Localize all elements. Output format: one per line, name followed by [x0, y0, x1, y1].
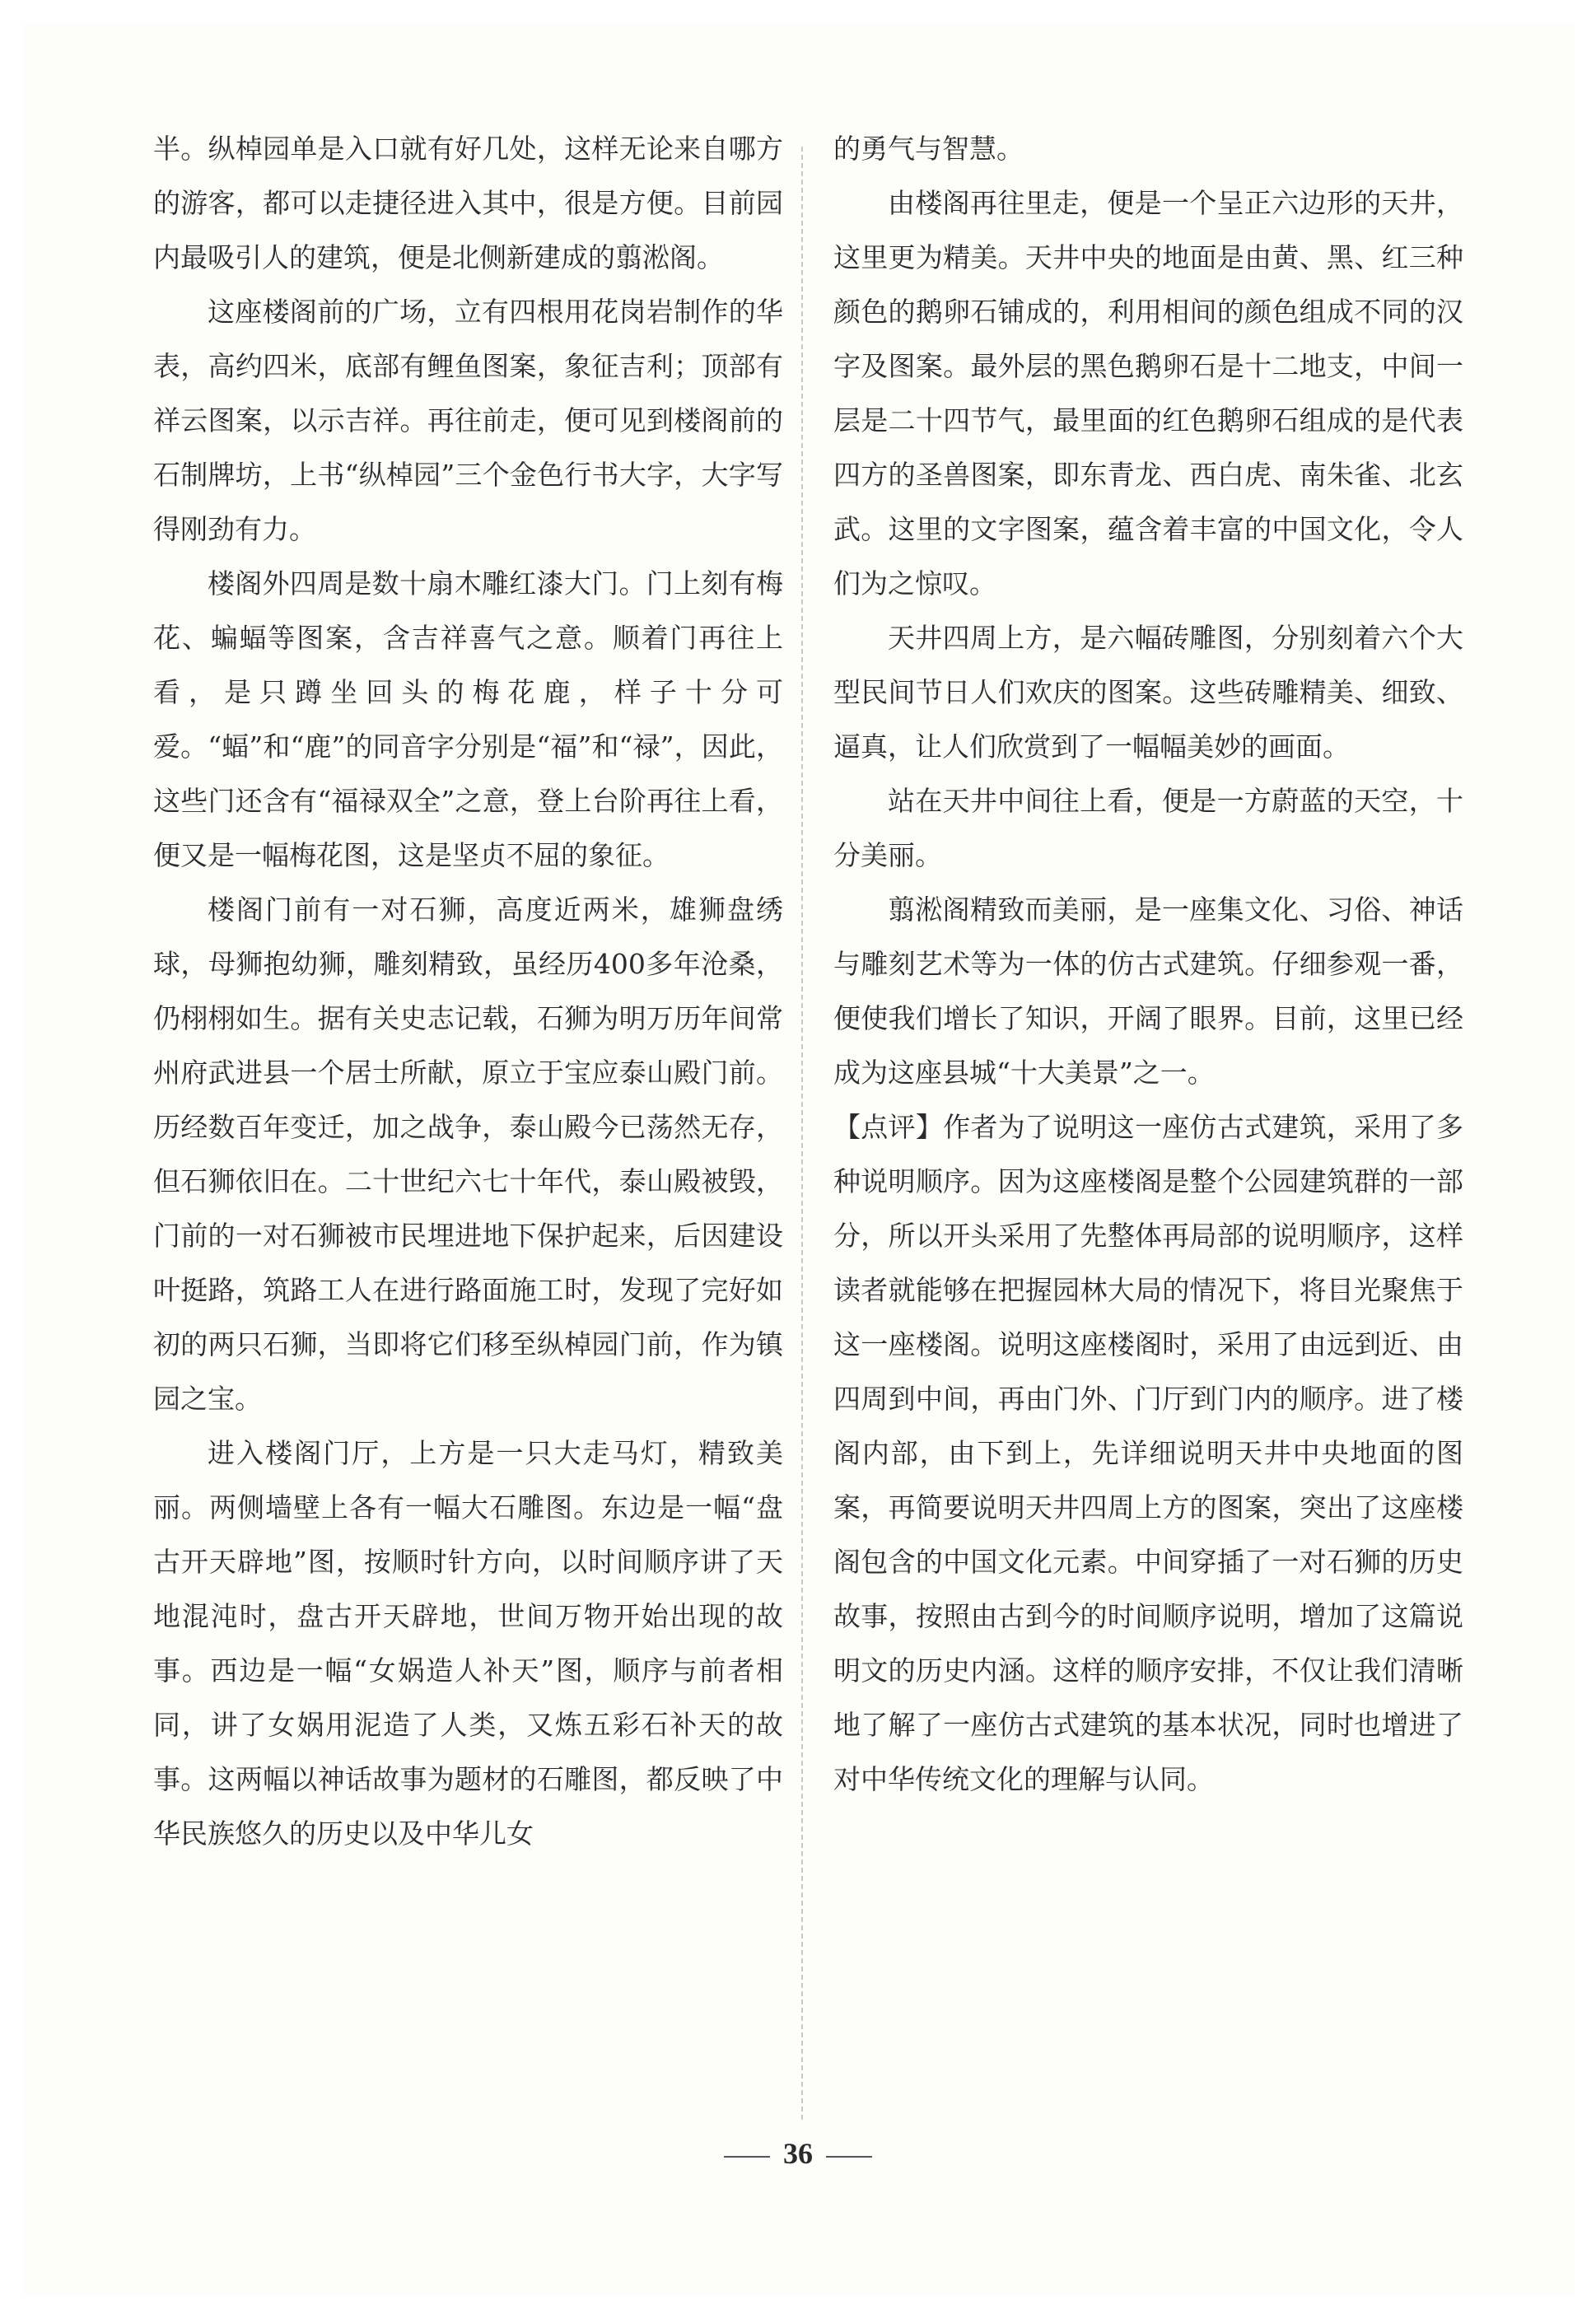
paragraph-entrance-hall: 进入楼阁门厅，上方是一只大走马灯，精致美丽。两侧墙壁上各有一幅大石雕图。东边是一幅“盘古开天辟地”图，按顺时针方向，以时间顺序讲了天地混沌时，盘古开天辟地，世间万物开始出现的故事。西边是一幅“女娲造人补天”图，顺序与前者相同，讲了女娲用泥造了人类，又炼五彩石补天的故事。这两幅以神话故事为题材的石雕图，都反映了中华民族悠久的历史以及中华儿女: [153, 1437, 783, 1850]
footer-dash-right: [826, 2156, 872, 2158]
right-column: [833, 122, 1463, 1807]
paragraph-stone-lions: 楼阁门前有一对石狮，高度近两米，雄狮盘绣球，母狮抱幼狮，雕刻精致，虽经历400多年沧桑，仍栩栩如生。据有关史志记载，石狮为明万历年间常州府武进县一个居士所献，原立于宝应泰山殿门前。历经数百年变迁，加之战争，泰山殿今已荡然无存，但石狮依旧在。二十世纪六七十年代，泰山殿被毁，门前的一对石狮被市民埋进地下保护起来，后因建设叶挺路，筑路工人在进行路面施工时，发现了完好如初的两只石狮，当即将它们移至纵棹园门前，作为镇园之宝。: [153, 894, 783, 1415]
column-divider: [801, 147, 803, 2120]
paragraph-continued-right: 的勇气与智慧。: [833, 133, 1024, 165]
paragraph-continued: 半。纵棹园单是入口就有好几处，这样无论来自哪方的游客，都可以走捷径进入其中，很是方便。目前园内最吸引人的建筑，便是北侧新建成的翦淞阁。: [153, 133, 783, 273]
page-number: 36: [783, 2137, 813, 2170]
paragraph-sky: 站在天井中间往上看，便是一方蔚蓝的天空，十分美丽。: [833, 785, 1463, 871]
footer-dash-left: [724, 2156, 770, 2158]
paragraph-doors: 楼阁外四周是数十扇木雕红漆大门。门上刻有梅花、蝙蝠等图案，含吉祥喜气之意。顺着门再往上看，是只蹲坐回头的梅花鹿，样子十分可爱。“蝠”和“鹿”的同音字分别是“福”和“禄”，因此，这些门还含有“福禄双全”之意，登上台阶再往上看，便又是一幅梅花图，这是坚贞不屈的象征。: [153, 567, 783, 871]
page-number-footer: [0, 2136, 1596, 2171]
paragraph-courtyard: 由楼阁再往里走，便是一个呈正六边形的天井，这里更为精美。天井中央的地面是由黄、黑、红三种颜色的鹅卵石铺成的，利用相间的颜色组成不同的汉字及图案。最外层的黑色鹅卵石是十二地支，中间一层是二十四节气，最里面的红色鹅卵石组成的是代表四方的圣兽图案，即东青龙、西白虎、南朱雀、北玄武。这里的文字图案，蕴含着丰富的中国文化，令人们为之惊叹。: [833, 187, 1463, 600]
paragraph-plaza: 这座楼阁前的广场，立有四根用花岗岩制作的华表，高约四米，底部有鲤鱼图案，象征吉利；顶部有祥云图案，以示吉祥。再往前走，便可见到楼阁前的石制牌坊，上书“纵棹园”三个金色行书大字，大字写得刚劲有力。: [153, 296, 783, 545]
paragraph-conclusion: 翦淞阁精致而美丽，是一座集文化、习俗、神话与雕刻艺术等为一体的仿古式建筑。仔细参观一番，便使我们增长了知识，开阔了眼界。目前，这里已经成为这座县城“十大美景”之一。: [833, 894, 1463, 1089]
left-column: [153, 122, 783, 1861]
commentary-paragraph: 【点评】作者为了说明这一座仿古式建筑，采用了多种说明顺序。因为这座楼阁是整个公园建筑群的一部分，所以开头采用了先整体再局部的说明顺序，这样读者就能够在把握园林大局的情况下，将目光聚焦于这一座楼阁。说明这座楼阁时，采用了由远到近、由四周到中间，再由门外、门厅到门内的顺序。进了楼阁内部，由下到上，先详细说明天井中央地面的图案，再简要说明天井四周上方的图案，突出了这座楼阁包含的中国文化元素。中间穿插了一对石狮的历史故事，按照由古到今的时间顺序说明，增加了这篇说明文的历史内涵。这样的顺序安排，不仅让我们清晰地了解了一座仿古式建筑的基本状况，同时也增进了对中华传统文化的理解与认同。: [833, 1111, 1463, 1795]
paragraph-brick-carvings: 天井四周上方，是六幅砖雕图，分别刻着六个大型民间节日人们欢庆的图案。这些砖雕精美、细致、逼真，让人们欣赏到了一幅幅美妙的画面。: [833, 622, 1463, 763]
